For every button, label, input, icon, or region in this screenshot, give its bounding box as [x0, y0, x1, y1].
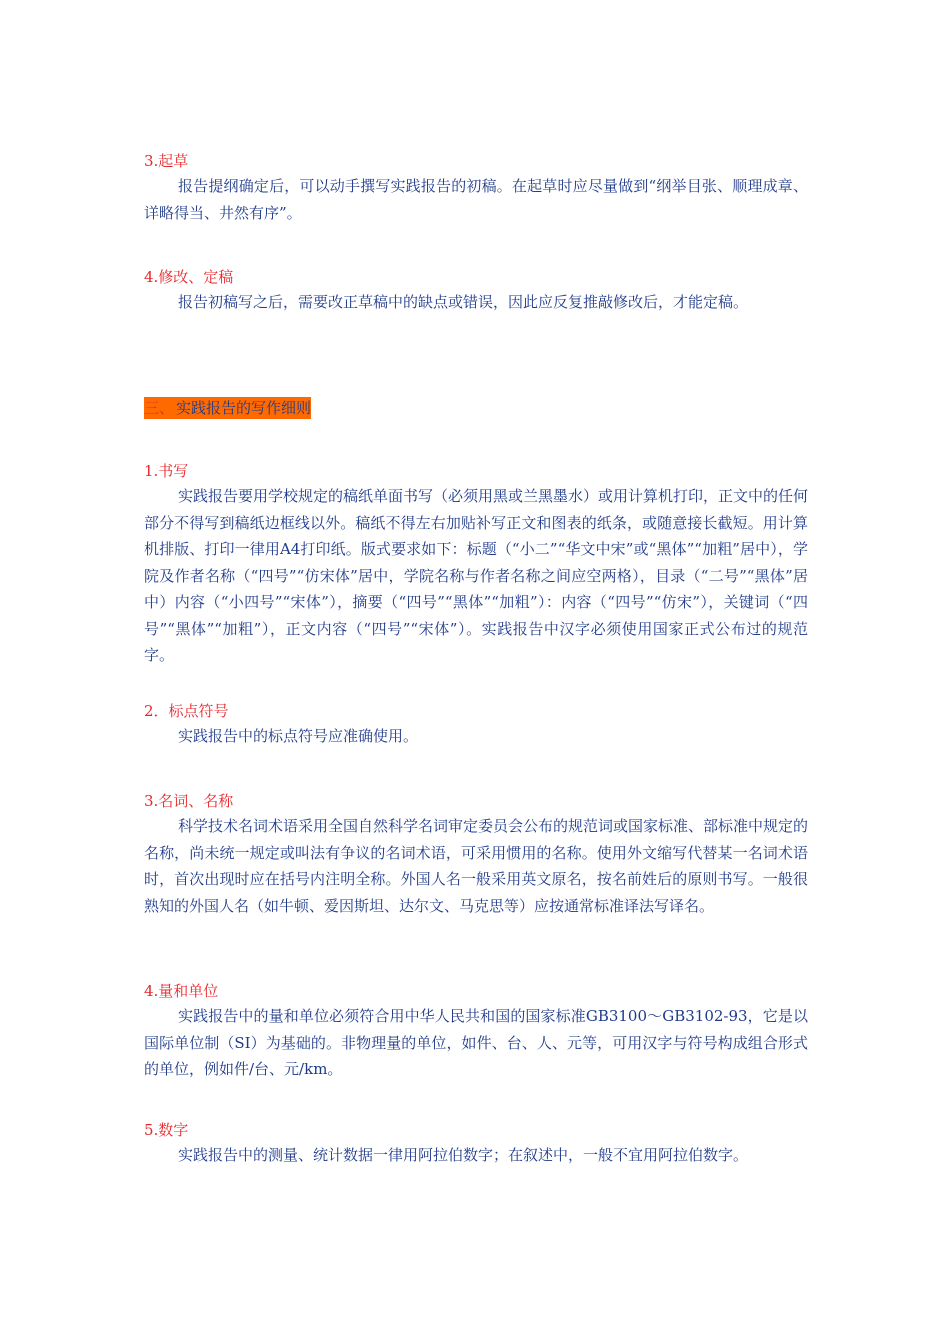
- section-revision: [144, 265, 808, 316]
- section-drafting: [144, 149, 808, 226]
- section-paragraph: 报告提纲确定后，可以动手撰写实践报告的初稿。在起草时应尽量做到“纲举目张、顺理成章、详略得当、井然有序”。: [144, 177, 808, 222]
- rule-numbers: [144, 1118, 808, 1169]
- rule-paragraph: 实践报告要用学校规定的稿纸单面书写（必须用黑或兰黑墨水）或用计算机打印，正文中的任何部分不得写到稿纸边框线以外。稿纸不得左右加贴补写正文和图表的纸条，或随意接长截短。用计算机排版、打印一律用A4打印纸。版式要求如下：标题（“小二”“华文中宋”或“黑体”“加粗”居中），学院及作者名称（“四号”“仿宋体”居中，学院名称与作者名称之间应空两格），目录（“二号”“黑体”居中）内容（“小四号”“宋体”），摘要（“四号”“黑体”“加粗”）：内容（“四号”“仿宋”），关键词（“四号”“黑体”“加粗”），正文内容（“四号”“宋体”）。实践报告中汉字必须使用国家正式公布过的规范字。: [144, 487, 809, 664]
- rule-paragraph: 科学技术名词术语采用全国自然科学名词审定委员会公布的规范词或国家标准、部标准中规定的名称，尚未统一规定或叫法有争议的名词术语，可采用惯用的名称。使用外文缩写代替某一名词术语时，首次出现时应在括号内注明全称。外国人名一般采用英文原名，按名前姓后的原则书写。一般很熟知的外国人名（如牛顿、爱因斯坦、达尔文、马克思等）应按通常标准译法写译名。: [144, 817, 809, 915]
- rule-heading: 4.量和单位: [144, 982, 219, 1000]
- section-heading: 3.起草: [144, 152, 189, 170]
- chapter-number: 三、: [144, 399, 175, 417]
- rule-paragraph: 实践报告中的测量、统计数据一律用阿拉伯数字；在叙述中，一般不宜用阿拉伯数字。: [178, 1146, 749, 1164]
- rule-punctuation: [144, 699, 808, 750]
- chapter-title-text: 实践报告的写作细则: [176, 399, 312, 417]
- rule-writing: [144, 459, 808, 669]
- section-heading: 4.修改、定稿: [144, 268, 234, 286]
- rule-paragraph: 实践报告中的标点符号应准确使用。: [178, 727, 419, 745]
- section-paragraph: 报告初稿写之后，需要改正草稿中的缺点或错误，因此应反复推敲修改后，才能定稿。: [178, 293, 749, 311]
- rule-heading: 2．标点符号: [144, 702, 229, 720]
- rule-heading: 1.书写: [144, 462, 189, 480]
- rule-heading: 5.数字: [144, 1121, 189, 1139]
- rule-paragraph: 实践报告中的量和单位必须符合用中华人民共和国的国家标准GB3100～GB3102-93，它是以国际单位制（SI）为基础的。非物理量的单位，如件、台、人、元等，可用汉字与符号构成组合形式的单位，例如件/台、元/km。: [144, 1007, 808, 1078]
- rule-units: [144, 979, 808, 1083]
- chapter-title: [144, 397, 311, 419]
- rule-heading: 3.名词、名称: [144, 792, 234, 810]
- rule-terms: [144, 789, 808, 919]
